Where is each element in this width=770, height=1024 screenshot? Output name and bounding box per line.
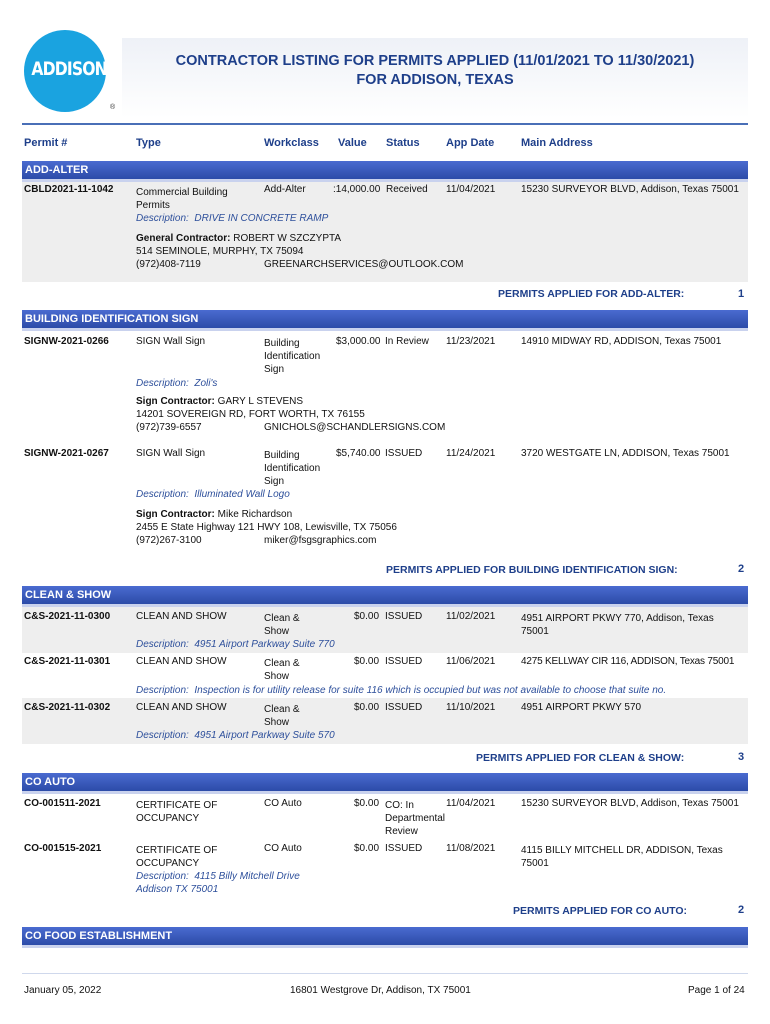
permit-value: $3,000.00 — [336, 336, 381, 347]
permit-status: ISSUED — [385, 702, 423, 713]
section-total-count: 2 — [738, 904, 745, 916]
permit-type-line2: Permits — [136, 200, 170, 211]
permit-app-date: 11/04/2021 — [446, 184, 496, 195]
permit-workclass-line2: Show — [264, 626, 290, 637]
section-divider — [22, 791, 748, 794]
permit-app-date: 11/08/2021 — [446, 843, 496, 854]
permit-number: C&S-2021-11-0301 — [24, 656, 111, 667]
contractor-address: 514 SEMINOLE, MURPHY, TX 75094 — [136, 246, 304, 257]
permit-value: $5,740.00 — [336, 448, 381, 459]
permit-workclass-line3: Sign — [264, 476, 285, 487]
col-workclass: Workclass — [264, 137, 319, 149]
col-app-date: App Date — [446, 137, 495, 149]
permit-value: $0.00 — [354, 843, 380, 854]
contractor-address: 2455 E State Highway 121 HWY 108, Lewisville, TX 75056 — [136, 522, 397, 533]
report-title-line2: FOR ADDISON, TEXAS — [356, 72, 514, 88]
footer-date: January 05, 2022 — [24, 985, 102, 996]
report-title-box — [122, 38, 748, 118]
col-value: Value — [338, 137, 367, 149]
section-total-label: PERMITS APPLIED FOR CO AUTO: — [513, 905, 688, 917]
permit-description-line2: Addison TX 75001 — [136, 884, 219, 895]
permit-number: CO-001511-2021 — [24, 798, 101, 809]
header-rule — [22, 123, 748, 125]
section-total-label: PERMITS APPLIED FOR ADD-ALTER: — [498, 288, 685, 300]
permit-number: SIGNW-2021-0267 — [24, 448, 109, 459]
registered-mark: ® — [110, 104, 116, 111]
permit-workclass: CO Auto — [264, 843, 302, 854]
permit-status-line1: CO: In — [385, 800, 414, 811]
permit-description: Description: Zoli's — [136, 378, 218, 389]
permit-status-line2: Departmental — [385, 813, 446, 824]
section-header-clean-and-show: CLEAN & SHOW — [22, 586, 748, 604]
permit-description: Description: DRIVE IN CONCRETE RAMP — [136, 213, 329, 224]
permit-status: ISSUED — [385, 611, 423, 622]
col-type: Type — [136, 137, 161, 149]
permit-type-line1: Commercial Building — [136, 187, 228, 198]
permit-app-date: 11/04/2021 — [446, 798, 496, 809]
permit-type: CLEAN AND SHOW — [136, 656, 227, 667]
permit-type-line2: OCCUPANCY — [136, 858, 200, 869]
section-divider — [22, 328, 748, 331]
contractor-phone: (972)408-7119 — [136, 259, 201, 270]
permit-description: Description: Illuminated Wall Logo — [136, 489, 290, 500]
contractor-email: GREENARCHSERVICES@OUTLOOK.COM — [264, 259, 464, 270]
section-total-label: PERMITS APPLIED FOR BUILDING IDENTIFICATION SIGN: — [386, 564, 678, 576]
permit-address-line1: 4115 BILLY MITCHELL DR, ADDISON, Texas — [521, 845, 723, 856]
addison-logo — [24, 30, 116, 118]
permit-number: SIGNW-2021-0266 — [24, 336, 109, 347]
contractor-name: Sign Contractor: GARY L STEVENS — [136, 396, 304, 407]
permit-address: 15230 SURVEYOR BLVD, Addison, Texas 75001 — [521, 184, 739, 195]
permit-workclass-line1: Clean & — [264, 658, 300, 669]
permit-workclass-line2: Identification — [264, 463, 321, 474]
permit-app-date: 11/24/2021 — [446, 448, 496, 459]
permit-status-line3: Review — [385, 826, 418, 837]
permit-app-date: 11/23/2021 — [446, 336, 496, 347]
permit-workclass-line1: Building — [264, 450, 300, 461]
permit-workclass-line2: Show — [264, 671, 290, 682]
footer-rule — [22, 973, 748, 974]
permit-value: :14,000.00 — [333, 184, 381, 195]
permit-type: CLEAN AND SHOW — [136, 611, 227, 622]
permit-workclass-line1: Clean & — [264, 613, 300, 624]
permit-workclass-line2: Identification — [264, 351, 321, 362]
permit-status: Received — [386, 184, 428, 195]
section-total-count: 1 — [738, 288, 745, 300]
permit-value: $0.00 — [354, 611, 380, 622]
contractor-name: General Contractor: ROBERT W SZCZYPTA — [136, 233, 342, 244]
permit-type: CLEAN AND SHOW — [136, 702, 227, 713]
contractor-email: GNICHOLS@SCHANDLERSIGNS.COM — [264, 422, 446, 433]
permit-workclass-line1: Building — [264, 338, 300, 349]
section-header-building-identification-sign: BUILDING IDENTIFICATION SIGN — [22, 310, 748, 328]
permit-type: SIGN Wall Sign — [136, 448, 206, 459]
contractor-address: 14201 SOVEREIGN RD, FORT WORTH, TX 76155 — [136, 409, 365, 420]
permit-workclass-line2: Show — [264, 717, 290, 728]
section-total-count: 3 — [738, 751, 745, 763]
logo-text: ADDISON — [31, 58, 107, 80]
permit-description: Description: 4951 Airport Parkway Suite 770 — [136, 639, 335, 650]
contractor-phone: (972)739-6557 — [136, 422, 202, 433]
permit-status: ISSUED — [385, 448, 423, 459]
permit-status: In Review — [385, 336, 429, 347]
section-header-co-auto: CO AUTO — [22, 773, 748, 791]
permit-value: $0.00 — [354, 656, 380, 667]
permit-type-line1: CERTIFICATE OF — [136, 800, 218, 811]
section-total-label: PERMITS APPLIED FOR CLEAN & SHOW: — [476, 752, 685, 764]
permit-description: Description: 4115 Billy Mitchell Drive — [136, 871, 300, 882]
section-divider — [22, 945, 748, 948]
permit-status: ISSUED — [385, 843, 423, 854]
contractor-phone: (972)267-3100 — [136, 535, 202, 546]
permit-number: C&S-2021-11-0302 — [24, 702, 111, 713]
permit-app-date: 11/10/2021 — [446, 702, 496, 713]
permit-workclass: CO Auto — [264, 798, 302, 809]
section-header-add-alter: ADD-ALTER — [22, 161, 748, 179]
report-title-line1: CONTRACTOR LISTING FOR PERMITS APPLIED (11/01/2021 TO 11/30/2021) — [175, 53, 695, 69]
permit-address: 14910 MIDWAY RD, ADDISON, Texas 75001 — [521, 336, 722, 347]
permit-status: ISSUED — [385, 656, 423, 667]
permit-workclass-line3: Sign — [264, 364, 285, 375]
permit-address-line1: 4951 AIRPORT PKWY 770, Addison, Texas — [521, 613, 714, 624]
permit-number: CO-001515-2021 — [24, 843, 102, 854]
permit-address: 15230 SURVEYOR BLVD, Addison, Texas 75001 — [521, 798, 739, 809]
permit-app-date: 11/06/2021 — [446, 656, 496, 667]
col-permit: Permit # — [24, 137, 68, 149]
contractor-email: miker@fsgsgraphics.com — [264, 535, 377, 546]
permit-number: CBLD2021-11-1042 — [24, 184, 114, 195]
permit-workclass: Add-Alter — [264, 184, 306, 195]
permit-type: SIGN Wall Sign — [136, 336, 206, 347]
permit-address: 3720 WESTGATE LN, ADDISON, Texas 75001 — [521, 448, 730, 459]
contractor-name: Sign Contractor: Mike Richardson — [136, 509, 293, 520]
permit-app-date: 11/02/2021 — [446, 611, 496, 622]
permit-value: $0.00 — [354, 798, 380, 809]
footer-page-number: Page 1 of 24 — [688, 985, 745, 996]
report-title — [122, 38, 748, 90]
permit-address-line2: 75001 — [521, 858, 549, 869]
col-status: Status — [386, 137, 420, 149]
section-total-count: 2 — [738, 563, 745, 575]
section-header-co-food-establishment: CO FOOD ESTABLISHMENT — [22, 927, 748, 945]
footer-address: 16801 Westgrove Dr, Addison, TX 75001 — [290, 985, 471, 996]
permit-workclass-line1: Clean & — [264, 704, 300, 715]
permit-type-line2: OCCUPANCY — [136, 813, 200, 824]
permit-address: 4951 AIRPORT PKWY 570 — [521, 702, 642, 713]
permit-value: $0.00 — [354, 702, 380, 713]
permit-address: 4275 KELLWAY CIR 116, ADDISON, Texas 75001 — [521, 656, 735, 667]
col-main-address: Main Address — [521, 137, 593, 149]
permit-description: Description: Inspection is for utility release for suite 116 which is occupied but was not available to choose that suite no. — [136, 685, 667, 696]
permit-address-line2: 75001 — [521, 626, 549, 637]
permit-description: Description: 4951 Airport Parkway Suite 570 — [136, 730, 335, 741]
permit-number: C&S-2021-11-0300 — [24, 611, 111, 622]
permit-type-line1: CERTIFICATE OF — [136, 845, 218, 856]
